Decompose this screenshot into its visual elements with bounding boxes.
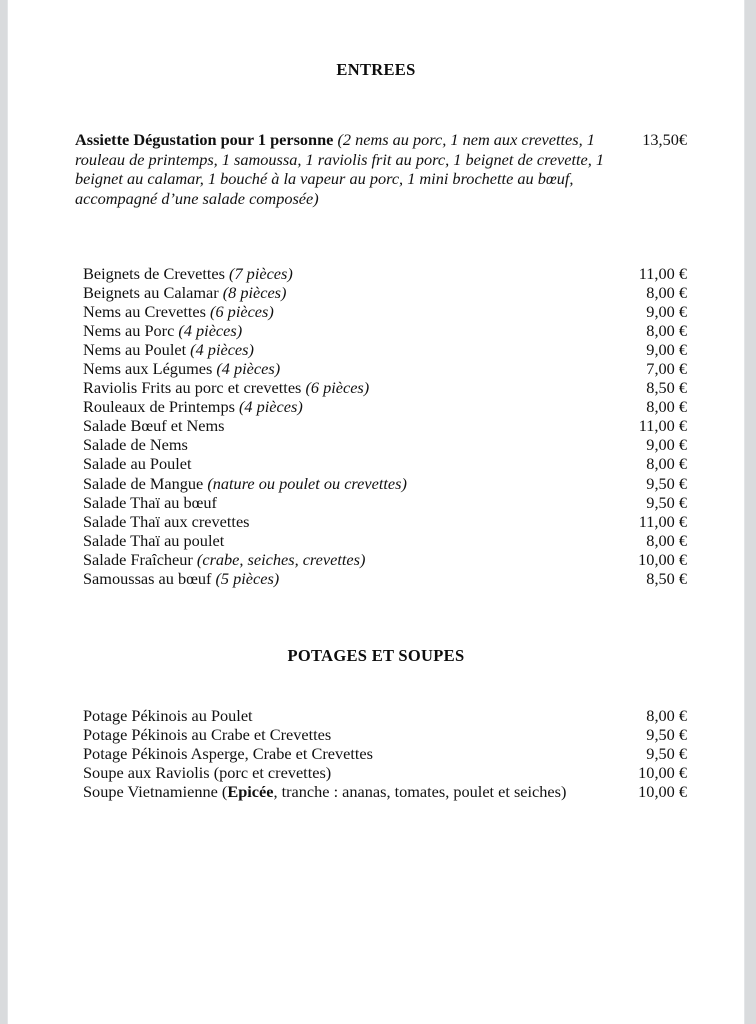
- menu-item-row: [75, 283, 695, 302]
- menu-item-price: 9,00 €: [646, 435, 687, 455]
- menu-item-row: [75, 302, 695, 321]
- menu-item-qualifier: (8 pièces): [222, 283, 287, 303]
- menu-item-price: 9,00 €: [646, 340, 687, 360]
- menu-item-label: [83, 416, 225, 435]
- menu-item-qualifier: (4 pièces): [190, 340, 254, 360]
- menu-sheet: [8, 0, 744, 1024]
- menu-item-price: 10,00 €: [638, 763, 687, 783]
- menu-item-price: 8,00 €: [646, 283, 687, 303]
- menu-item-price: 9,50 €: [646, 725, 687, 745]
- menu-item-row: [75, 493, 695, 512]
- menu-item-price: 11,00 €: [638, 416, 687, 436]
- featured-item-price: 13,50€: [642, 130, 687, 149]
- menu-item-row: [75, 454, 695, 473]
- menu-item-label: [83, 744, 373, 763]
- menu-item-label: [83, 435, 188, 454]
- menu-item-price: 9,50 €: [646, 492, 687, 512]
- featured-menu-item: [75, 130, 695, 208]
- menu-item-price: 8,00 €: [646, 321, 687, 341]
- menu-item-name: Nems au Crevettes: [83, 302, 211, 322]
- menu-item-name: Salade de Mangue: [83, 473, 208, 493]
- section-heading-entrees: ENTREES: [336, 60, 416, 79]
- featured-item-body: [75, 130, 635, 208]
- menu-item-name: Samoussas au bœuf: [83, 568, 216, 588]
- menu-item-row: [75, 763, 695, 782]
- featured-item-description: (2 nems au porc, 1 nem aux crevettes, 1 rouleau de printemps, 1 samoussa, 1 raviolis frit au porc, 1 beignet de crevette, 1 beignet au calamar, 1 bouché à la vapeur au porc, 1 mini brochette au bœuf, accompagné d’une salade composée): [75, 130, 605, 208]
- menu-item-label: [83, 454, 192, 473]
- menu-item-name: Potage Pékinois au Crabe et Crevettes: [83, 725, 332, 745]
- entrees-item-list: [75, 264, 695, 588]
- menu-item-price: 9,00 €: [646, 302, 687, 322]
- menu-item-row: [75, 359, 695, 378]
- menu-item-row: [75, 706, 695, 725]
- menu-item-price: 8,50 €: [646, 568, 687, 588]
- menu-item-name: Potage Pékinois au Poulet: [83, 706, 253, 725]
- menu-item-name: Salade Thaï au bœuf: [83, 492, 217, 512]
- menu-item-name: Nems au Poulet: [83, 340, 191, 360]
- menu-item-label: [83, 725, 331, 744]
- menu-item-label: [83, 569, 279, 588]
- menu-item-row: [75, 512, 695, 531]
- menu-item-qualifier: (crabe, seiches, crevettes): [196, 549, 366, 569]
- menu-item-label: [83, 763, 331, 782]
- menu-item-qualifier: (4 pièces): [216, 359, 281, 379]
- menu-item-name: Salade Fraîcheur: [83, 549, 197, 569]
- menu-item-name: Salade de Nems: [83, 435, 188, 455]
- menu-item-name: Nems au Porc: [83, 321, 179, 341]
- menu-item-price: 9,50 €: [646, 473, 687, 493]
- menu-item-price: 11,00 €: [638, 264, 687, 283]
- menu-item-price: 7,00 €: [646, 359, 687, 379]
- menu-item-row: [75, 321, 695, 340]
- menu-page: [8, 0, 744, 1024]
- menu-item-name: Beignets au Calamar: [83, 283, 223, 303]
- menu-item-price: 8,00 €: [646, 706, 687, 725]
- menu-item-row: [75, 725, 695, 744]
- menu-item-label: [83, 378, 369, 397]
- menu-item-row: [75, 435, 695, 454]
- menu-item-row: [75, 340, 695, 359]
- menu-item-label: [83, 550, 365, 569]
- menu-item-row: [75, 531, 695, 550]
- menu-item-name: Salade Thaï au poulet: [83, 530, 225, 550]
- menu-item-price: 9,50 €: [646, 744, 687, 764]
- menu-item-name: Raviolis Frits au porc et crevettes: [83, 378, 306, 398]
- menu-item-name: Nems aux Légumes: [83, 359, 217, 379]
- menu-item-price: 8,00 €: [646, 454, 687, 474]
- menu-item-label: [83, 706, 253, 725]
- menu-item-label: [83, 340, 254, 359]
- menu-item-price: 10,00 €: [638, 782, 687, 802]
- menu-item-price: 8,50 €: [646, 378, 687, 398]
- featured-item-name: Assiette Dégustation pour 1 personne: [75, 130, 334, 149]
- menu-item-qualifier: (6 pièces): [210, 302, 274, 322]
- menu-item-name: Salade Bœuf et Nems: [83, 416, 225, 436]
- menu-item-label: [83, 474, 407, 493]
- menu-item-row: [75, 378, 695, 397]
- menu-item-qualifier: (4 pièces): [178, 321, 243, 341]
- menu-item-price: 11,00 €: [638, 511, 687, 531]
- menu-item-price: 10,00 €: [638, 549, 687, 569]
- menu-item-row: [75, 264, 695, 283]
- menu-item-price: 8,00 €: [646, 530, 687, 550]
- menu-item-qualifier: (4 pièces): [239, 397, 303, 417]
- menu-item-label: [83, 283, 286, 302]
- menu-item-row: [75, 569, 695, 588]
- menu-item-emphasis: Epicée: [227, 782, 274, 802]
- menu-item-qualifier: (7 pièces): [229, 264, 293, 283]
- menu-item-label: [83, 359, 280, 378]
- menu-item-qualifier: (nature ou poulet ou crevettes): [207, 473, 407, 493]
- menu-item-label: [83, 493, 217, 512]
- menu-item-name: Salade au Poulet: [83, 454, 192, 474]
- menu-item-row: [75, 474, 695, 493]
- menu-item-label: [83, 302, 274, 321]
- menu-item-name: Soupe aux Raviolis (porc et crevettes): [83, 763, 332, 783]
- menu-item-name: Beignets de Crevettes: [83, 264, 230, 283]
- menu-item-name: Rouleaux de Printemps: [83, 397, 240, 417]
- menu-item-name: Soupe Vietnamienne (: [83, 782, 228, 802]
- menu-item-qualifier: (6 pièces): [305, 378, 370, 398]
- section-heading-potages: POTAGES ET SOUPES: [287, 646, 465, 665]
- menu-item-row: [75, 550, 695, 569]
- menu-item-label: [83, 512, 250, 531]
- menu-item-label: [83, 782, 566, 801]
- menu-item-row: [75, 416, 695, 435]
- menu-item-name: Potage Pékinois Asperge, Crabe et Crevettes: [83, 744, 373, 764]
- menu-item-qualifier: (5 pièces): [215, 568, 280, 588]
- menu-item-row: [75, 397, 695, 416]
- menu-item-row: [75, 782, 695, 801]
- menu-item-label: [83, 321, 242, 340]
- menu-item-label: [83, 264, 293, 283]
- menu-item-label: [83, 531, 224, 550]
- potages-item-list: [75, 706, 695, 801]
- menu-item-row: [75, 744, 695, 763]
- menu-item-name-tail: , tranche : ananas, tomates, poulet et seiches): [273, 782, 567, 802]
- menu-item-label: [83, 397, 303, 416]
- menu-item-name: Salade Thaï aux crevettes: [83, 511, 250, 531]
- menu-item-price: 8,00 €: [646, 397, 687, 417]
